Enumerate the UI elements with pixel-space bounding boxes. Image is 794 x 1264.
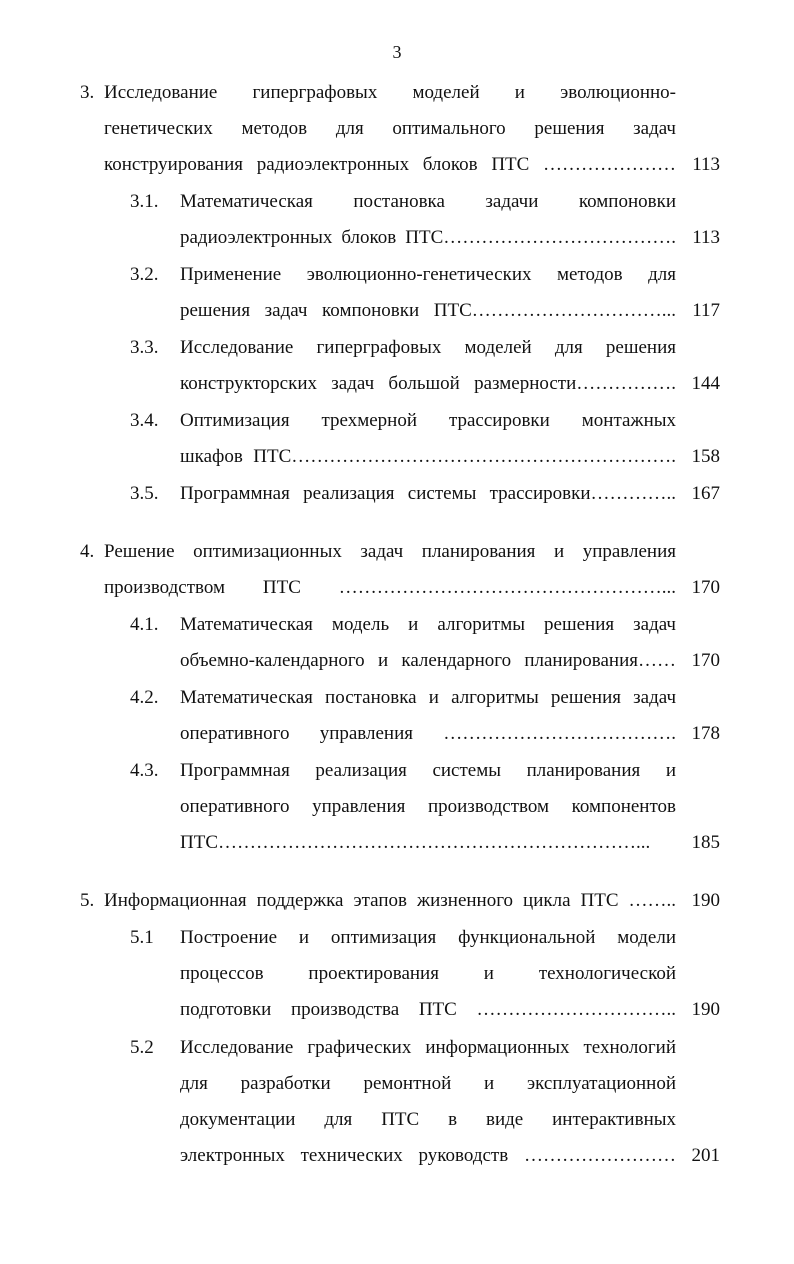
section-5-1-title-line-3: подготовки производства ПТС ………………………….. [180, 999, 676, 1020]
section-3-2-page: 117 [692, 300, 720, 321]
section-3-4-title-line-1: Оптимизация трехмерной трассировки монтажных [180, 410, 676, 431]
section-3-1-page: 113 [692, 227, 720, 248]
section-4-2-title-line-2: оперативного управления ………………………………. [180, 723, 676, 744]
section-3-2-title-line-2: решения задач компоновки ПТС…………………………... [180, 300, 676, 321]
section-4-3-number: 4.3. [130, 760, 159, 781]
section-5-1-page: 190 [691, 999, 720, 1020]
section-3-4-title-line-2: шкафов ПТС……………………………………………………. [180, 446, 676, 467]
section-5-2-title-line-4: электронных технических руководств …………………… [180, 1145, 676, 1166]
section-3-5-page: 167 [691, 483, 720, 504]
section-5-number: 5. [80, 890, 95, 911]
section-3-number: 3. [80, 82, 95, 103]
section-5-2-title-line-3: документации для ПТС в виде интерактивных [180, 1109, 676, 1130]
section-5-1-title-line-2: процессов проектирования и технологической [180, 963, 676, 984]
section-4-1-title-line-1: Математическая модель и алгоритмы решения задач [180, 614, 676, 635]
section-3-5-title-line-1: Программная реализация системы трассировки………….. [180, 483, 676, 504]
section-3-3-page: 144 [691, 373, 720, 394]
section-5-1-number: 5.1 [130, 927, 154, 948]
section-4-3-title-line-1: Программная реализация системы планирования и [180, 760, 676, 781]
section-5-title-line-1: Информационная поддержка этапов жизненного цикла ПТС …….. [104, 890, 676, 911]
section-4-1-title-line-2: объемно-календарного и календарного планирования…… [180, 650, 676, 671]
section-4-number: 4. [80, 541, 95, 562]
section-3-title-line-3: конструирования радиоэлектронных блоков ПТС ………………… [104, 154, 676, 175]
section-3-3-title-line-2: конструкторских задач большой размерности……………. [180, 373, 676, 394]
section-3-page: 113 [692, 154, 720, 175]
section-3-title-line-2: генетических методов для оптимального решения задач [104, 118, 676, 139]
section-3-3-number: 3.3. [130, 337, 159, 358]
section-4-1-page: 170 [691, 650, 720, 671]
section-3-1-title-line-1: Математическая постановка задачи компоновки [180, 191, 676, 212]
section-5-1-title-line-1: Построение и оптимизация функциональной модели [180, 927, 676, 948]
section-3-5-number: 3.5. [130, 483, 159, 504]
section-4-page: 170 [691, 577, 720, 598]
section-5-2-number: 5.2 [130, 1037, 154, 1058]
section-3-2-title-line-1: Применение эволюционно-генетических методов для [180, 264, 676, 285]
section-4-2-number: 4.2. [130, 687, 159, 708]
section-3-2-number: 3.2. [130, 264, 159, 285]
section-3-title-line-1: Исследование гиперграфовых моделей и эволюционно- [104, 82, 676, 103]
section-4-1-number: 4.1. [130, 614, 159, 635]
section-3-1-number: 3.1. [130, 191, 159, 212]
section-4-3-title-line-2: оперативного управления производством компонентов [180, 796, 676, 817]
section-5-2-page: 201 [691, 1145, 720, 1166]
section-3-3-title-line-1: Исследование гиперграфовых моделей для решения [180, 337, 676, 358]
section-4-3-title-line-3: ПТС…………………………………………………………... [180, 832, 651, 853]
section-3-1-title-line-2: радиоэлектронных блоков ПТС………………………………. [180, 227, 676, 248]
section-4-3-page: 185 [691, 832, 720, 853]
section-4-2-page: 178 [691, 723, 720, 744]
section-4-2-title-line-1: Математическая постановка и алгоритмы решения задач [180, 687, 676, 708]
section-5-2-title-line-1: Исследование графических информационных технологий [180, 1037, 676, 1058]
section-4-title-line-1: Решение оптимизационных задач планирования и управления [104, 541, 676, 562]
section-4-title-line-2: производством ПТС ……………………………………………... [104, 577, 676, 598]
page-number: 3 [392, 42, 402, 62]
section-3-4-page: 158 [691, 446, 720, 467]
section-5-2-title-line-2: для разработки ремонтной и эксплуатационной [180, 1073, 676, 1094]
section-5-page: 190 [691, 890, 720, 911]
section-3-4-number: 3.4. [130, 410, 159, 431]
